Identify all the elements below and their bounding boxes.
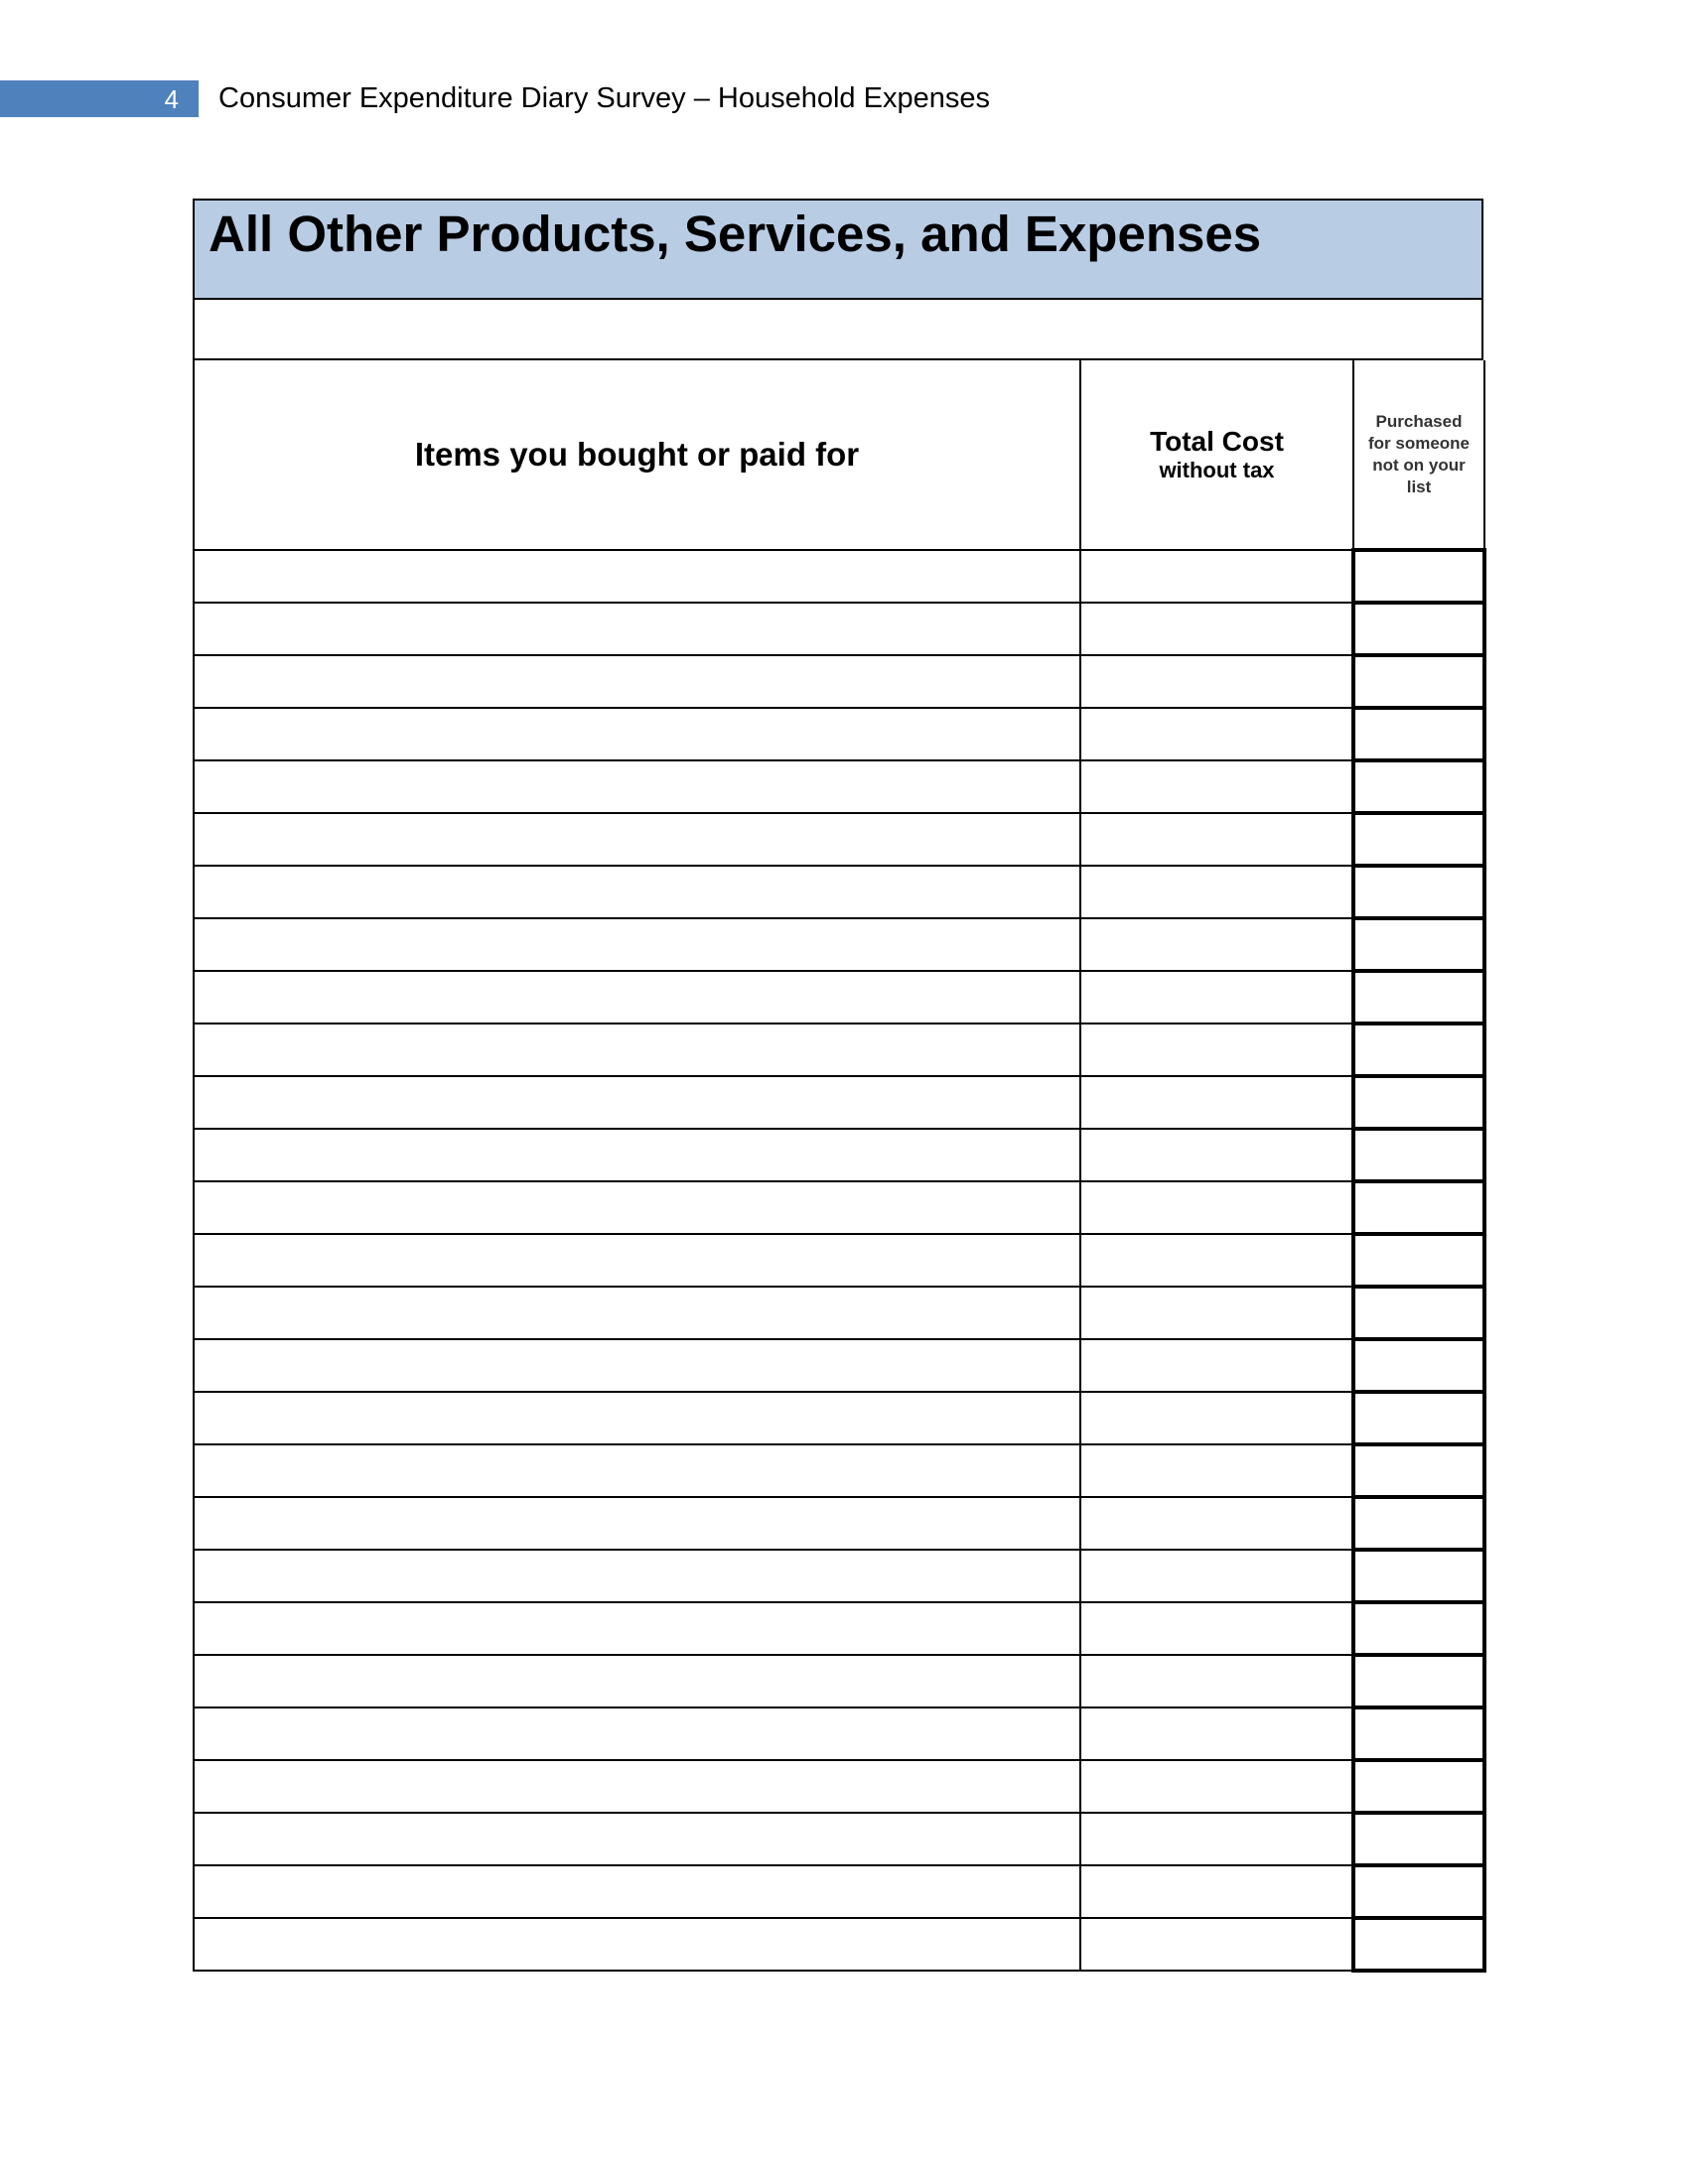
expense-entry-row [194, 918, 1484, 971]
purchased-for-other-checkbox[interactable] [1353, 1076, 1484, 1129]
form-title-band [193, 199, 1483, 300]
expense-entry-row [194, 1655, 1484, 1707]
total-cost-note: without tax [1159, 458, 1275, 482]
item-entry-cell[interactable] [194, 1181, 1080, 1234]
item-entry-cell[interactable] [194, 1655, 1080, 1707]
item-entry-cell[interactable] [194, 866, 1080, 918]
cost-entry-cell[interactable] [1080, 971, 1353, 1024]
running-header-title: Consumer Expenditure Diary Survey – Household Expenses [218, 82, 990, 114]
cost-entry-cell[interactable] [1080, 1339, 1353, 1392]
expense-entry-row [194, 1234, 1484, 1287]
purchased-for-other-checkbox[interactable] [1353, 1760, 1484, 1813]
cost-entry-cell[interactable] [1080, 1550, 1353, 1602]
purchased-for-other-checkbox[interactable] [1353, 1444, 1484, 1497]
item-entry-cell[interactable] [194, 813, 1080, 866]
item-entry-cell[interactable] [194, 971, 1080, 1024]
purchased-for-other-checkbox[interactable] [1353, 1234, 1484, 1287]
purchased-for-other-checkbox[interactable] [1353, 1865, 1484, 1918]
expense-entry-row [194, 1865, 1484, 1918]
purchased-for-other-checkbox[interactable] [1353, 1655, 1484, 1707]
cost-entry-cell[interactable] [1080, 760, 1353, 813]
expense-entry-row [194, 1181, 1484, 1234]
cost-entry-cell[interactable] [1080, 1865, 1353, 1918]
item-entry-cell[interactable] [194, 1287, 1080, 1339]
purchased-for-other-checkbox[interactable] [1353, 1024, 1484, 1076]
cost-entry-cell[interactable] [1080, 1760, 1353, 1813]
purchased-for-other-checkbox[interactable] [1353, 603, 1484, 655]
purchased-for-other-checkbox[interactable] [1353, 813, 1484, 866]
total-cost-label: Total Cost [1150, 426, 1284, 457]
cost-entry-cell[interactable] [1080, 813, 1353, 866]
item-entry-cell[interactable] [194, 1234, 1080, 1287]
item-entry-cell[interactable] [194, 1865, 1080, 1918]
item-entry-cell[interactable] [194, 918, 1080, 971]
purchased-for-other-checkbox[interactable] [1353, 1918, 1484, 1971]
form-blank-row [193, 300, 1483, 360]
item-entry-cell[interactable] [194, 1602, 1080, 1655]
item-entry-cell[interactable] [194, 1707, 1080, 1760]
expense-entry-row [194, 550, 1484, 603]
cost-entry-cell[interactable] [1080, 866, 1353, 918]
expense-rows [194, 550, 1484, 1971]
cost-entry-cell[interactable] [1080, 1707, 1353, 1760]
expense-entry-row [194, 1339, 1484, 1392]
expense-entry-row [194, 1444, 1484, 1497]
item-entry-cell[interactable] [194, 1760, 1080, 1813]
page-number: 4 [164, 84, 179, 114]
total-cost-column-header [1080, 360, 1353, 550]
purchased-for-other-checkbox[interactable] [1353, 655, 1484, 708]
purchased-for-other-checkbox[interactable] [1353, 1813, 1484, 1865]
expense-entry-row [194, 1707, 1484, 1760]
purchased-for-other-checkbox[interactable] [1353, 550, 1484, 603]
expense-entry-row [194, 971, 1484, 1024]
cost-entry-cell[interactable] [1080, 1234, 1353, 1287]
item-entry-cell[interactable] [194, 655, 1080, 708]
expense-entry-row [194, 866, 1484, 918]
item-entry-cell[interactable] [194, 1129, 1080, 1181]
expense-entry-row [194, 1497, 1484, 1550]
item-entry-cell[interactable] [194, 550, 1080, 603]
item-entry-cell[interactable] [194, 1444, 1080, 1497]
item-entry-cell[interactable] [194, 1392, 1080, 1444]
purchased-for-other-checkbox[interactable] [1353, 1707, 1484, 1760]
purchased-for-other-checkbox[interactable] [1353, 918, 1484, 971]
expense-entry-row [194, 1813, 1484, 1865]
cost-entry-cell[interactable] [1080, 1129, 1353, 1181]
item-entry-cell[interactable] [194, 1076, 1080, 1129]
cost-entry-cell[interactable] [1080, 1813, 1353, 1865]
purchased-for-other-checkbox[interactable] [1353, 1392, 1484, 1444]
cost-entry-cell[interactable] [1080, 1497, 1353, 1550]
cost-entry-cell[interactable] [1080, 1076, 1353, 1129]
expense-table [193, 360, 1486, 1973]
item-entry-cell[interactable] [194, 1024, 1080, 1076]
purchased-for-other-label: Purchased for someone not on your list [1367, 411, 1471, 496]
item-entry-cell[interactable] [194, 1497, 1080, 1550]
expense-entry-row [194, 603, 1484, 655]
item-entry-cell[interactable] [194, 603, 1080, 655]
cost-entry-cell[interactable] [1080, 708, 1353, 760]
expense-entry-row [194, 1024, 1484, 1076]
purchased-for-other-checkbox[interactable] [1353, 1287, 1484, 1339]
cost-entry-cell[interactable] [1080, 1602, 1353, 1655]
purchased-for-other-checkbox[interactable] [1353, 1550, 1484, 1602]
page-number-bar [0, 80, 199, 117]
expense-entry-row [194, 1287, 1484, 1339]
expense-entry-row [194, 708, 1484, 760]
item-entry-cell[interactable] [194, 760, 1080, 813]
item-entry-cell[interactable] [194, 1918, 1080, 1971]
item-entry-cell[interactable] [194, 1339, 1080, 1392]
expense-entry-row [194, 655, 1484, 708]
expense-entry-row [194, 813, 1484, 866]
expense-entry-row [194, 1392, 1484, 1444]
expense-entry-row [194, 760, 1484, 813]
items-column-header [194, 360, 1080, 550]
cost-entry-cell[interactable] [1080, 1287, 1353, 1339]
purchased-for-other-checkbox[interactable] [1353, 1497, 1484, 1550]
cost-entry-cell[interactable] [1080, 918, 1353, 971]
purchased-for-other-checkbox[interactable] [1353, 708, 1484, 760]
purchased-for-other-checkbox[interactable] [1353, 866, 1484, 918]
purchased-for-other-checkbox[interactable] [1353, 1339, 1484, 1392]
expense-form [193, 199, 1483, 1973]
purchased-for-other-checkbox[interactable] [1353, 971, 1484, 1024]
item-entry-cell[interactable] [194, 1813, 1080, 1865]
cost-entry-cell[interactable] [1080, 1655, 1353, 1707]
expense-table-header [194, 360, 1484, 550]
cost-entry-cell[interactable] [1080, 1181, 1353, 1234]
purchased-for-other-column-header [1353, 360, 1484, 550]
purchased-for-other-checkbox[interactable] [1353, 1181, 1484, 1234]
expense-entry-row [194, 1550, 1484, 1602]
cost-entry-cell[interactable] [1080, 1024, 1353, 1076]
cost-entry-cell[interactable] [1080, 1918, 1353, 1971]
form-title: All Other Products, Services, and Expenses [209, 205, 1262, 262]
expense-entry-row [194, 1076, 1484, 1129]
expense-entry-row [194, 1918, 1484, 1971]
purchased-for-other-checkbox[interactable] [1353, 760, 1484, 813]
cost-entry-cell[interactable] [1080, 655, 1353, 708]
expense-entry-row [194, 1129, 1484, 1181]
item-entry-cell[interactable] [194, 708, 1080, 760]
cost-entry-cell[interactable] [1080, 1444, 1353, 1497]
expense-entry-row [194, 1760, 1484, 1813]
cost-entry-cell[interactable] [1080, 1392, 1353, 1444]
item-entry-cell[interactable] [194, 1550, 1080, 1602]
expense-entry-row [194, 1602, 1484, 1655]
purchased-for-other-checkbox[interactable] [1353, 1129, 1484, 1181]
cost-entry-cell[interactable] [1080, 603, 1353, 655]
purchased-for-other-checkbox[interactable] [1353, 1602, 1484, 1655]
items-column-label: Items you bought or paid for [414, 436, 860, 473]
cost-entry-cell[interactable] [1080, 550, 1353, 603]
